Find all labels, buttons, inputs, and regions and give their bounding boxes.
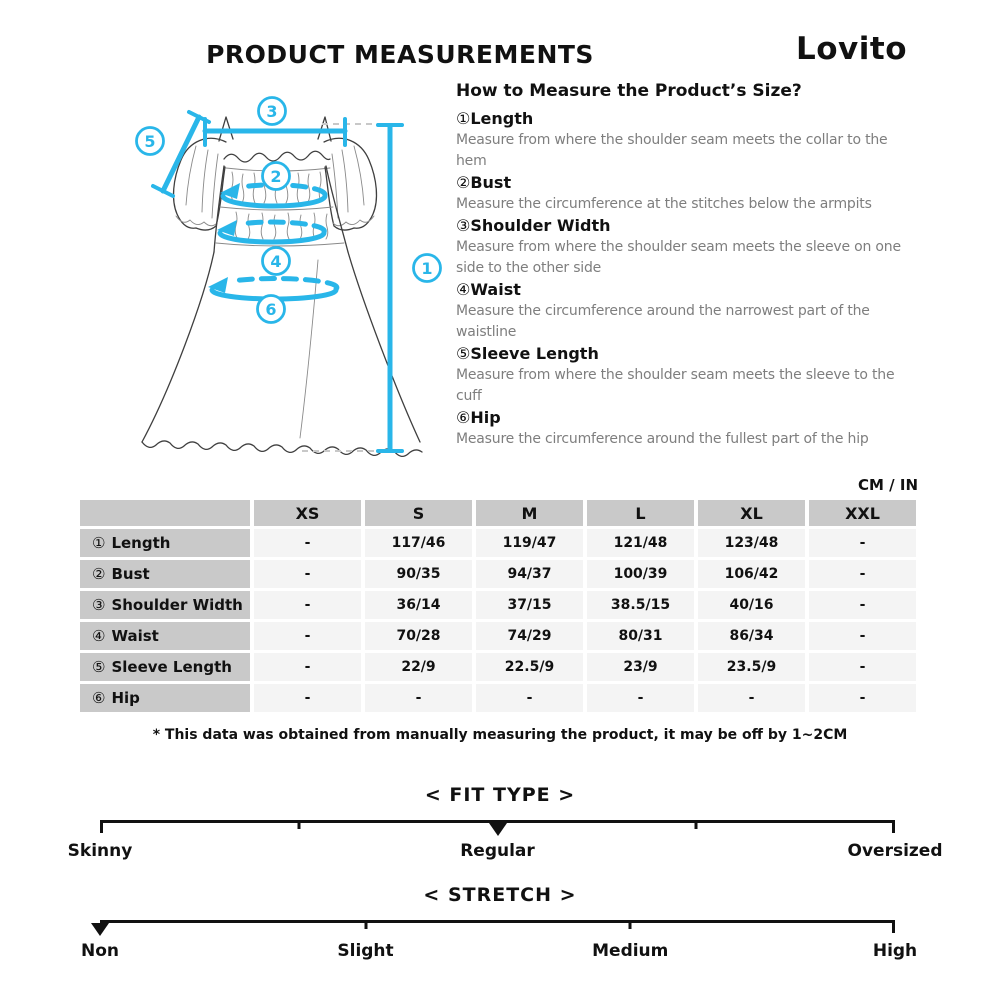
neckline-ruffle — [224, 151, 330, 162]
page-title: PRODUCT MEASUREMENTS — [206, 40, 594, 69]
circled-number: ② — [92, 565, 106, 583]
cell-value: - — [809, 529, 916, 557]
guide-term — [456, 279, 908, 301]
circled-number: ① — [456, 109, 471, 128]
callout-number-2: 2 — [270, 167, 282, 186]
guide-item-sleeve-length — [456, 343, 908, 407]
circled-number: ⑥ — [456, 408, 471, 427]
stretch-scale — [80, 920, 918, 962]
cell-value: 106/42 — [698, 560, 805, 588]
stretch-label-slight: Slight — [337, 941, 394, 961]
row-label-text: Sleeve Length — [111, 658, 232, 676]
cell-value: - — [809, 653, 916, 681]
cell-value: - — [254, 591, 361, 619]
cell-value: 121/48 — [587, 529, 694, 557]
table-row-bust — [80, 560, 916, 588]
col-header-xs: XS — [254, 500, 361, 526]
guide-term — [456, 108, 908, 130]
row-label-text: Bust — [111, 565, 150, 583]
cell-value: 100/39 — [587, 560, 694, 588]
guide-item-bust — [456, 172, 908, 215]
guide-term-label: Shoulder Width — [470, 216, 611, 235]
row-label — [80, 529, 250, 557]
cell-value: - — [809, 684, 916, 712]
cell-value: 23/9 — [587, 653, 694, 681]
cell-value: - — [587, 684, 694, 712]
cell-value: 22/9 — [365, 653, 472, 681]
cell-value: 123/48 — [698, 529, 805, 557]
guide-item-length — [456, 108, 908, 172]
stretch-heading: < STRETCH > — [423, 884, 577, 906]
col-header-m: M — [476, 500, 583, 526]
row-label — [80, 653, 250, 681]
brand-logo: Lovito — [796, 31, 908, 67]
table-corner-cell — [80, 500, 250, 526]
table-header-row — [80, 500, 916, 526]
row-label-text: Hip — [111, 689, 140, 707]
circled-number: ④ — [92, 627, 106, 645]
callout-number-6: 6 — [265, 300, 277, 319]
cell-value: 74/29 — [476, 622, 583, 650]
fit-type-heading: < FIT TYPE > — [424, 784, 576, 806]
cell-value: - — [254, 653, 361, 681]
guide-term-label: Sleeve Length — [470, 344, 599, 363]
stretch-label-high: High — [872, 941, 918, 961]
bodice-left-edge — [214, 166, 224, 252]
unit-label: CM / IN — [858, 476, 918, 494]
col-header-l: L — [587, 500, 694, 526]
stretch-track — [100, 920, 895, 923]
table-footnote: * This data was obtained from manually measuring the product, it may be off by 1~2CM — [152, 727, 848, 743]
dress-measurement-diagram — [90, 85, 460, 475]
fit-type-tick-oversized — [892, 820, 895, 833]
guide-description: Measure from where the shoulder seam meets the sleeve on one side to the other side — [456, 239, 901, 276]
guide-term — [456, 343, 908, 365]
left-sleeve-gathers — [186, 146, 218, 218]
col-header-xl: XL — [698, 500, 805, 526]
cell-value: - — [254, 622, 361, 650]
row-label-text: Shoulder Width — [111, 596, 243, 614]
circled-number: ③ — [92, 596, 106, 614]
callout-number-1: 1 — [421, 259, 433, 278]
skirt-fold-line — [300, 260, 318, 438]
row-label — [80, 591, 250, 619]
hip-ellipse-back — [232, 279, 337, 289]
guide-heading: How to Measure the Product’s Size? — [456, 81, 802, 101]
guide-term-label: Bust — [470, 173, 512, 192]
stretch-tick-high — [892, 920, 895, 933]
cell-value: 90/35 — [365, 560, 472, 588]
skirt-left-edge — [142, 252, 214, 442]
cell-value: - — [254, 684, 361, 712]
callout-number-3: 3 — [266, 102, 278, 121]
fit-type-tick-skinny — [100, 820, 103, 833]
col-header-xxl: XXL — [809, 500, 916, 526]
table-row-length — [80, 529, 916, 557]
circled-number: ⑤ — [92, 658, 106, 676]
row-label-text: Length — [111, 534, 171, 552]
cell-value: - — [809, 622, 916, 650]
stretch-marker — [91, 923, 109, 936]
cell-value: 38.5/15 — [587, 591, 694, 619]
guide-description: Measure from where the shoulder seam meets the sleeve to the cuff — [456, 367, 895, 404]
table-row-hip — [80, 684, 916, 712]
stretch-tick-slight — [364, 920, 367, 929]
fit-type-scale — [67, 820, 943, 862]
size-table — [76, 497, 920, 715]
row-label — [80, 684, 250, 712]
right-sleeve — [324, 138, 376, 230]
table-row-sleeve-length — [80, 653, 916, 681]
skirt-right-edge — [348, 252, 420, 442]
stretch-label-non: Non — [80, 941, 120, 961]
stretch-tick-medium — [629, 920, 632, 929]
table-row-shoulder-width — [80, 591, 916, 619]
cell-value: 119/47 — [476, 529, 583, 557]
circled-number: ⑥ — [92, 689, 106, 707]
guide-term-label: Hip — [470, 408, 501, 427]
guide-description: Measure from where the shoulder seam meets the collar to the hem — [456, 132, 888, 169]
cell-value: 40/16 — [698, 591, 805, 619]
guide-term-label: Length — [470, 109, 534, 128]
table-row-waist — [80, 622, 916, 650]
cell-value: 117/46 — [365, 529, 472, 557]
cell-value: 86/34 — [698, 622, 805, 650]
guide-item-waist — [456, 279, 908, 343]
row-label — [80, 622, 250, 650]
row-label-text: Waist — [111, 627, 159, 645]
cell-value: - — [809, 591, 916, 619]
cell-value: 37/15 — [476, 591, 583, 619]
callout-number-4: 4 — [270, 252, 282, 271]
guide-description: Measure the circumference around the fullest part of the hip — [456, 431, 869, 447]
cell-value: - — [254, 560, 361, 588]
circled-number: ① — [92, 534, 106, 552]
fit-type-label-skinny: Skinny — [67, 841, 133, 861]
circled-number: ④ — [456, 280, 471, 299]
row-label — [80, 560, 250, 588]
circled-number: ② — [456, 173, 471, 192]
fit-type-label-oversized: Oversized — [847, 841, 943, 861]
cell-value: 70/28 — [365, 622, 472, 650]
callout-number-5: 5 — [144, 132, 156, 151]
skirt-hem — [142, 441, 422, 456]
fit-type-marker — [489, 823, 507, 836]
fit-type-label-regular: Regular — [460, 841, 535, 861]
cell-value: 80/31 — [587, 622, 694, 650]
right-sleeve-gathers — [332, 146, 364, 218]
cell-value: 22.5/9 — [476, 653, 583, 681]
fit-type-tick-mid-right — [695, 820, 698, 829]
cell-value: 94/37 — [476, 560, 583, 588]
guide-term — [456, 407, 908, 429]
guide-description: Measure the circumference at the stitches below the armpits — [456, 196, 872, 212]
cell-value: - — [698, 684, 805, 712]
cell-value: - — [476, 684, 583, 712]
fit-type-tick-mid-left — [297, 820, 300, 829]
guide-term — [456, 172, 908, 194]
cell-value: 36/14 — [365, 591, 472, 619]
cell-value: - — [365, 684, 472, 712]
col-header-s: S — [365, 500, 472, 526]
guide-term — [456, 215, 908, 237]
guide-description: Measure the circumference around the narrowest part of the waistline — [456, 303, 870, 340]
waist-ellipse-back — [240, 222, 324, 232]
guide-item-shoulder-width — [456, 215, 908, 279]
cell-value: - — [254, 529, 361, 557]
bodice-right-edge — [326, 166, 348, 252]
circled-number: ⑤ — [456, 344, 471, 363]
circled-number: ③ — [456, 216, 471, 235]
cell-value: 23.5/9 — [698, 653, 805, 681]
stretch-label-medium: Medium — [592, 941, 669, 961]
guide-item-hip — [456, 407, 908, 450]
measure-guide — [456, 81, 908, 450]
left-cuff-ruffle — [176, 216, 217, 226]
guide-term-label: Waist — [470, 280, 521, 299]
cell-value: - — [809, 560, 916, 588]
